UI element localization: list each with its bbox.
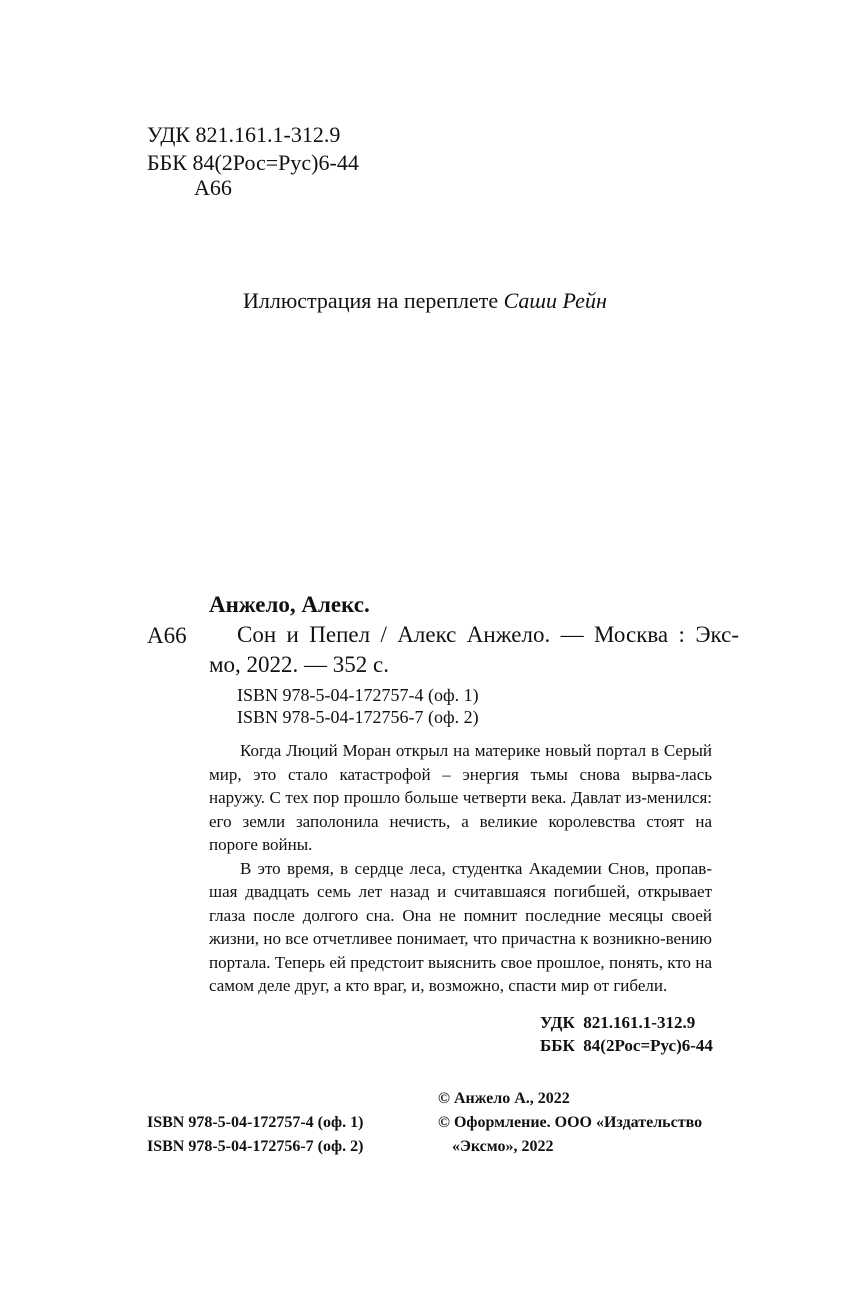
copyright-author: © Анжело А., 2022 bbox=[438, 1090, 570, 1107]
bbk-bottom: ББК 84(2Рос=Рус)6-44 bbox=[540, 1036, 713, 1055]
annotation-paragraph-1: Когда Люций Моран открыл на материке новый портал в Серый мир, это стало катастрофой – энергия тьмы снова вырва-лась наружу. С тех пор прошло больше четверти века. Давлат из-менился: его земли заполонила нечисть, а великие королевства стоят на пороге войны. bbox=[209, 741, 712, 854]
record-isbn-1: ISBN 978-5-04-172757-4 (оф. 1) bbox=[237, 685, 479, 705]
isbn-bottom-list bbox=[147, 1111, 363, 1159]
record-description-line2: мо, 2022. — 352 с. bbox=[209, 652, 390, 677]
illustration-credit bbox=[243, 288, 607, 314]
illustration-artist: Саши Рейн bbox=[503, 288, 607, 313]
record-description-line1: Сон и Пепел / Алекс Анжело. — Москва : Экс- bbox=[237, 622, 739, 647]
record-isbn-list bbox=[237, 684, 479, 728]
copyright-publisher: «Эксмо», 2022 bbox=[452, 1138, 554, 1155]
copyright-design: © Оформление. ООО «Издательство bbox=[438, 1114, 703, 1131]
udk-bottom: УДК 821.161.1-312.9 bbox=[540, 1013, 696, 1032]
annotation-paragraph-2: В это время, в сердце леса, студентка Академии Снов, пропав-шая двадцать семь лет назад и считавшаяся погибшей, открывает глаза после долгого сна. Она не помнит последние месяцы своей жизни, но все отчетливее понимает, что причастна к возникно-вению портала. Теперь ей предстоит выяснить свое прошлое, понять, кто на самом деле друг, а кто враг, и, возможно, спасти мир от гибели. bbox=[209, 858, 712, 995]
record-isbn-2: ISBN 978-5-04-172756-7 (оф. 2) bbox=[237, 707, 479, 727]
isbn-bottom-1: ISBN 978-5-04-172757-4 (оф. 1) bbox=[147, 1114, 364, 1131]
illustration-prefix: Иллюстрация на переплете bbox=[243, 288, 499, 313]
record-author-code: А66 bbox=[147, 623, 187, 648]
isbn-bottom-2: ISBN 978-5-04-172756-7 (оф. 2) bbox=[147, 1138, 364, 1155]
bbk-top: ББК 84(2Рос=Рус)6-44 bbox=[147, 150, 359, 175]
udk-top: УДК 821.161.1-312.9 bbox=[147, 122, 341, 147]
record-author: Анжело, Алекс. bbox=[209, 592, 370, 617]
author-code-top: А66 bbox=[194, 175, 232, 200]
annotation bbox=[209, 739, 712, 998]
copyright-block bbox=[438, 1087, 702, 1159]
